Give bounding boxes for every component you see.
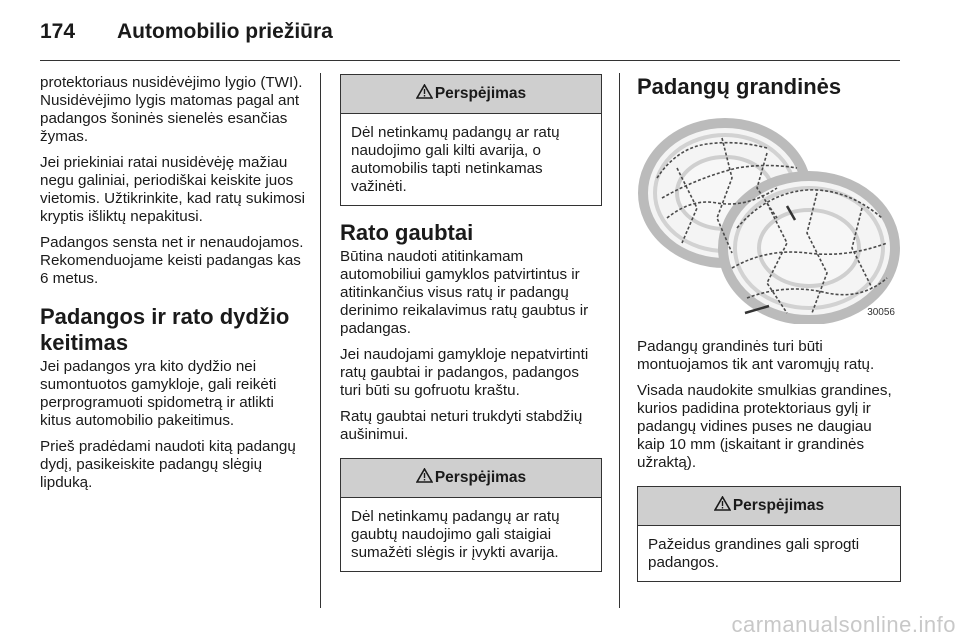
paragraph: Prieš pradėdami naudoti kitą padangų dydį, pasikeiskite padangų slėgių lipduką. (40, 438, 296, 491)
paragraph: Jei padangos yra kito dydžio nei sumontuotos gamykloje, gali reikėti perprogramuoti spidometrą ir atlikti kitus automobilio pakeitimus. (40, 358, 277, 429)
column-middle (340, 74, 602, 572)
paragraph: Būtina naudoti atitinkamam automobiliui gamyklos patvirtintus ir atitinkančius visus ratų ir padangų derinimo reikalavimus ratų gaubtus ir padangas. (340, 248, 589, 337)
watermark: carmanualsonline.info (731, 612, 956, 637)
warning-title: Perspėjimas (732, 497, 825, 514)
paragraph: Jei naudojami gamykloje nepatvirtinti ratų gaubtai ir padangos, padangos turi būti su gofruotu kraštu. (340, 346, 589, 399)
warning-text: Dėl netinkamų padangų ar ratų naudojimo gali kilti avarija, o automobilis tapti netinkamas važinėti. (351, 124, 560, 195)
column-left (40, 74, 308, 500)
warning-header (341, 459, 601, 498)
column-divider-left (320, 73, 321, 608)
section-heading-wheel-covers: Rato gaubtai (340, 220, 474, 245)
warning-box (340, 458, 602, 572)
paragraph: Jei priekiniai ratai nusidėvėję mažiau negu galiniai, periodiškai keiskite juos vietomis. Užtikrinkite, kad ratų sukimosi kryptis išliktų nepakitusi. (40, 154, 306, 225)
page-header (0, 0, 960, 60)
column-right (637, 74, 901, 582)
warning-text: Dėl netinkamų padangų ar ratų gaubtų naudojimo gali staigiai sumažėti slėgis ir įvykti avarija. (351, 508, 560, 561)
warning-title: Perspėjimas (434, 469, 527, 486)
page-title: Automobilio priežiūra (117, 20, 333, 43)
warning-box (340, 74, 602, 206)
warning-box (637, 486, 901, 582)
column-divider-right (619, 73, 620, 608)
warning-header (638, 487, 900, 526)
paragraph: Padangų grandinės turi būti montuojamos tik ant varomųjų ratų. (637, 338, 875, 373)
warning-header (341, 75, 601, 114)
page-number: 174 (40, 20, 76, 43)
figure-number: 30056 (867, 307, 895, 318)
header-rule (40, 60, 900, 61)
warning-triangle-icon (416, 468, 433, 488)
warning-triangle-icon (714, 496, 731, 516)
snow-chain-illustration (637, 108, 901, 324)
paragraph: protektoriaus nusidėvėjimo lygio (TWI). Nusidėvėjimo lygis matomas pagal ant padangos šoninės sienelės esančias žymas. (40, 74, 303, 145)
section-heading-tire-size: Padangos ir rato dydžio keitimas (40, 304, 290, 355)
paragraph: Padangos sensta net ir nenaudojamos. Rekomenduojame keisti padangas kas 6 metus. (40, 234, 304, 287)
section-heading-snow-chains: Padangų grandinės (637, 74, 842, 99)
warning-triangle-icon (416, 84, 433, 104)
warning-title: Perspėjimas (434, 85, 527, 102)
paragraph: Visada naudokite smulkias grandines, kurios padidina protektoriaus gylį ir padangų vidines puses ne daugiau kaip 10 mm (įskaitant ir grandinės užraktą). (637, 382, 892, 471)
paragraph: Ratų gaubtai neturi trukdyti stabdžių aušinimui. (340, 408, 583, 443)
warning-text: Pažeidus grandines gali sprogti padangos. (648, 536, 860, 571)
